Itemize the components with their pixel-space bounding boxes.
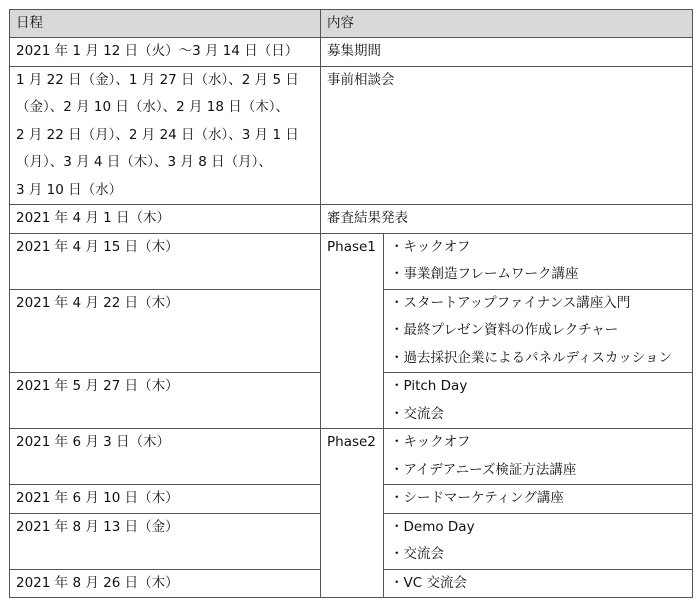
item-cell: ・Demo Day ・交流会 [384,513,693,569]
table-row [10,233,693,289]
date-cell: 2021 年 8 月 26 日（木） [10,569,321,598]
phase-label: Phase2 [321,429,384,598]
table-row [10,38,693,67]
content-cell: 審査結果発表 [321,205,693,234]
item-cell: ・キックオフ ・アイデアニーズ検証方法講座 [384,429,693,485]
date-cell: 2021 年 5 月 27 日（木） [10,373,321,429]
date-cell: 2021 年 8 月 13 日（金） [10,513,321,569]
table-row [10,205,693,234]
date-cell: 2021 年 4 月 1 日（木） [10,205,321,234]
header-content: 内容 [321,10,693,38]
content-cell: 募集期間 [321,38,693,67]
table-row [10,429,693,485]
content-cell: 事前相談会 [321,66,693,205]
date-cell: 2021 年 4 月 15 日（木） [10,233,321,289]
date-cell: 2021 年 1 月 12 日（火）〜3 月 14 日（日） [10,38,321,67]
date-cell: 1 月 22 日（金）、1 月 27 日（水）、2 月 5 日 （金）、2 月 10 日（水）、2 月 18 日（木）、 2 月 22 日（月）、2 月 24 日（水）、3 月 1 日 （月）、3 月 4 日（木）、3 月 8 日（月）、 3 月 10 日（水） [10,66,321,205]
item-cell: ・VC 交流会 [384,569,693,598]
table-header-row [10,10,693,38]
header-date: 日程 [10,10,321,38]
phase-label: Phase1 [321,233,384,429]
date-cell: 2021 年 6 月 10 日（木） [10,485,321,514]
item-cell: ・シードマーケティング講座 [384,485,693,514]
table-row [10,66,693,205]
item-cell: ・Pitch Day ・交流会 [384,373,693,429]
date-cell: 2021 年 4 月 22 日（木） [10,289,321,373]
schedule-table [9,9,693,598]
date-cell: 2021 年 6 月 3 日（木） [10,429,321,485]
item-cell: ・スタートアップファイナンス講座入門 ・最終プレゼン資料の作成レクチャー ・過去採択企業によるパネルディスカッション [384,289,693,373]
item-cell: ・キックオフ ・事業創造フレームワーク講座 [384,233,693,289]
